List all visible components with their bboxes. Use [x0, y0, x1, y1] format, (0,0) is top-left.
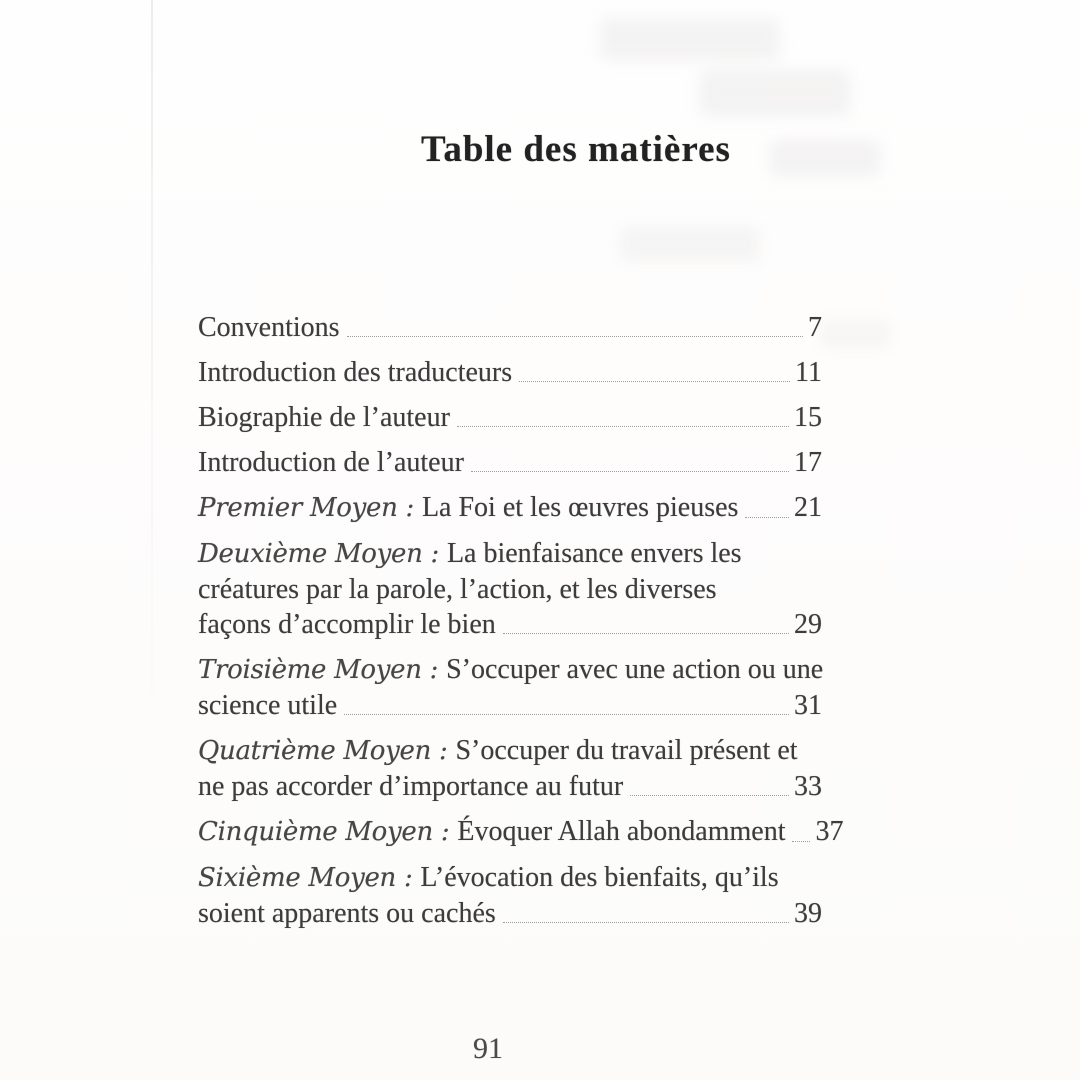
- toc-entry: [198, 310, 822, 345]
- toc-entry: [198, 490, 822, 526]
- toc-list: [198, 310, 844, 941]
- page-title: Table des matières: [421, 129, 731, 170]
- toc-line: [198, 445, 822, 480]
- dot-leader: [792, 841, 810, 842]
- toc-entry-prefix: Sixième Moyen :: [198, 863, 421, 893]
- toc-entry-page: 31: [794, 690, 822, 721]
- toc-entry-text: soient apparents ou cachés: [198, 898, 496, 929]
- toc-line: [198, 536, 822, 572]
- page-edge-line: [151, 0, 153, 760]
- toc-entry-text: Quatrième Moyen : S’occuper du travail présent et: [198, 735, 798, 766]
- dot-leader: [745, 517, 789, 518]
- toc-entry-text: Premier Moyen : La Foi et les œuvres pieuses: [198, 492, 739, 523]
- toc-entry-text: Troisième Moyen : S’occuper avec une action ou une: [198, 654, 824, 685]
- toc-entry-page: 21: [794, 492, 822, 523]
- toc-entry-prefix: Troisième Moyen :: [198, 655, 447, 685]
- toc-entry-prefix: Quatrième Moyen :: [198, 736, 456, 766]
- toc-entry-prefix: Deuxième Moyen :: [198, 539, 447, 569]
- dot-leader: [519, 381, 790, 382]
- toc-entry-page: 33: [794, 771, 822, 802]
- dot-leader: [347, 336, 803, 337]
- toc-entry: [198, 814, 844, 850]
- toc-entry-page: 15: [794, 402, 822, 433]
- dot-leader: [471, 471, 789, 472]
- toc-entry: [198, 860, 822, 931]
- toc-line: [198, 814, 844, 850]
- toc-entry-page: 29: [794, 609, 822, 640]
- toc-line: [198, 355, 822, 390]
- dot-leader: [503, 922, 789, 923]
- toc-entry-text: créatures par la parole, l’action, et les diverses: [198, 574, 717, 605]
- toc-entry: [198, 400, 822, 435]
- toc-entry: [198, 445, 822, 480]
- toc-entry-text: Cinquième Moyen : Évoquer Allah abondamment: [198, 816, 786, 847]
- toc-entry-prefix: Premier Moyen :: [198, 493, 422, 523]
- folio-page-number: 91: [473, 1032, 503, 1065]
- ink-showthrough: [600, 18, 780, 60]
- dot-leader: [344, 714, 789, 715]
- toc-entry-text: Biographie de l’auteur: [198, 402, 450, 433]
- toc-line: [198, 490, 822, 526]
- ink-showthrough: [820, 320, 890, 348]
- ink-showthrough: [620, 226, 760, 262]
- toc-entry-text: Sixième Moyen : L’évocation des bienfaits, qu’ils: [198, 862, 779, 893]
- ink-showthrough: [700, 70, 850, 116]
- dot-leader: [630, 795, 789, 796]
- toc-line: [198, 733, 822, 769]
- toc-entry-page: 17: [794, 447, 822, 478]
- toc-entry-page: 37: [815, 816, 844, 847]
- toc-line: [198, 607, 822, 642]
- toc-entry-text: Deuxième Moyen : La bienfaisance envers les: [198, 538, 742, 569]
- toc-line: [198, 652, 822, 688]
- toc-entry: [198, 355, 822, 390]
- toc-line: [198, 769, 822, 804]
- toc-entry-page: 7: [808, 312, 822, 343]
- toc-entry-text: ne pas accorder d’importance au futur: [198, 771, 624, 802]
- toc-entry-text: Conventions: [198, 312, 340, 343]
- toc-line: [198, 688, 822, 723]
- toc-entry-text: science utile: [198, 690, 338, 721]
- toc-line: [198, 400, 822, 435]
- toc-entry-text: Introduction des traducteurs: [198, 357, 513, 388]
- toc-entry: [198, 536, 822, 642]
- toc-line: [198, 896, 822, 931]
- toc-line: [198, 310, 822, 345]
- toc-entry-prefix: Cinquième Moyen :: [198, 817, 458, 847]
- toc-entry: [198, 652, 822, 723]
- toc-entry-text: façons d’accomplir le bien: [198, 609, 496, 640]
- toc-entry-page: 39: [794, 898, 822, 929]
- dot-leader: [503, 633, 789, 634]
- dot-leader: [457, 426, 789, 427]
- toc-line: [198, 860, 822, 896]
- toc-entry: [198, 733, 822, 804]
- toc-entry-page: 11: [795, 357, 822, 388]
- toc-line: [198, 572, 822, 607]
- toc-entry-text: Introduction de l’auteur: [198, 447, 464, 478]
